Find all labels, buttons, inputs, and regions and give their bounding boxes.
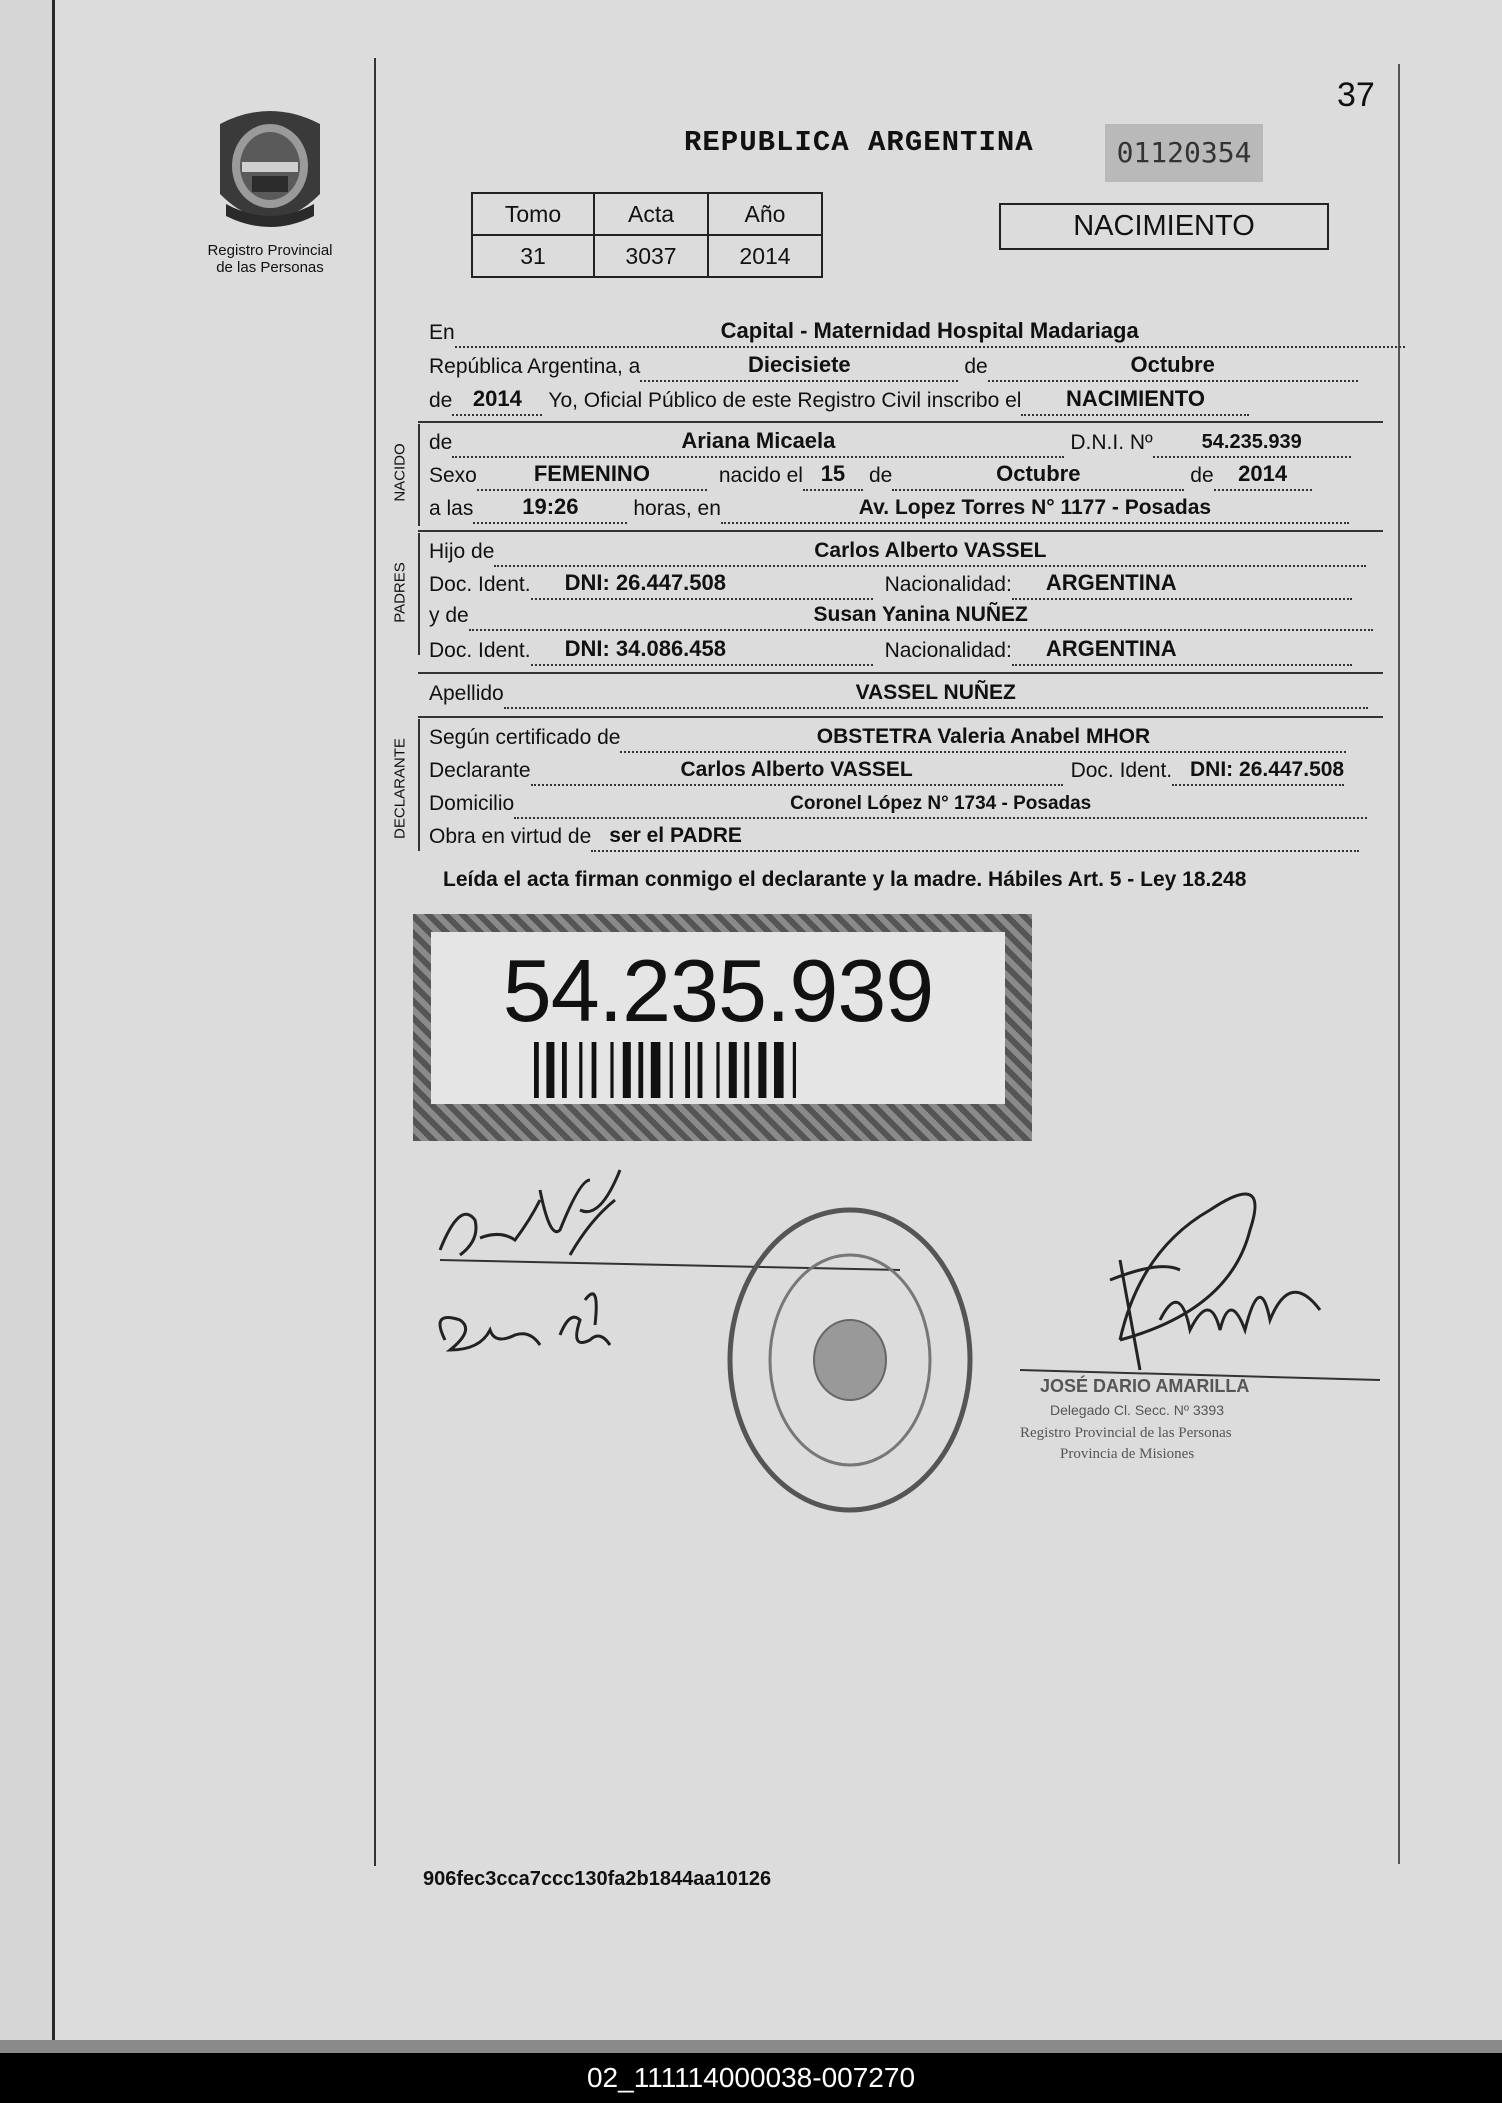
country-heading: REPUBLICA ARGENTINA xyxy=(684,126,1034,159)
capacity-value: ser el PADRE xyxy=(609,824,742,847)
tomo-header: Tomo xyxy=(472,193,594,235)
row-sexo: Sexo FEMENINO nacido el 15 de Octubre de 2014 xyxy=(429,461,1312,491)
tomo-acta-table xyxy=(471,192,823,278)
declarant-signature-icon xyxy=(440,1170,620,1255)
father-doc-value: DNI: 26.447.508 xyxy=(564,570,726,595)
dni-sticker-number: 54.235.939 xyxy=(502,941,934,1040)
closing-statement: Leída el acta firman conmigo el declarante y la madre. Hábiles Art. 5 - Ley 18.248 xyxy=(443,868,1247,891)
record-type-box: NACIMIENTO xyxy=(999,203,1329,250)
child-dni-value: 54.235.939 xyxy=(1201,431,1302,453)
birth-time-value: 19:26 xyxy=(522,494,579,519)
row-madre: y de Susan Yanina NUÑEZ xyxy=(429,601,1373,631)
section-label-padres: PADRES xyxy=(391,562,409,623)
birth-place-value: Av. Lopez Torres N° 1177 - Posadas xyxy=(858,496,1212,519)
certifier-value: OBSTETRA Valeria Anabel MHOR xyxy=(816,725,1151,748)
child-name-value: Ariana Micaela xyxy=(681,428,836,453)
row-obra: Obra en virtud de ser el PADRE xyxy=(429,822,1359,852)
row-padre-doc: Doc. Ident. DNI: 26.447.508 Nacionalidad: ARGENTINA xyxy=(429,570,1352,600)
anio-header: Año xyxy=(708,193,822,235)
declarant-name-value: Carlos Alberto VASSEL xyxy=(680,758,913,781)
margin-line-left xyxy=(374,58,376,1866)
birth-month-value: Octubre xyxy=(996,461,1081,486)
row-padre: Hijo de Carlos Alberto VASSEL xyxy=(429,537,1366,567)
father-nationality-value: ARGENTINA xyxy=(1045,570,1177,595)
day-value: Diecisiete xyxy=(747,352,851,377)
row-nombre: de Ariana Micaela D.N.I. Nº 54.235.939 xyxy=(429,428,1351,458)
signatures-area xyxy=(420,1160,1400,1520)
official-signature-icon xyxy=(1110,1194,1320,1370)
page-bottom-shadow xyxy=(0,2040,1502,2053)
birth-day-value: 15 xyxy=(820,461,846,486)
acta-header: Acta xyxy=(594,193,708,235)
row-madre-doc: Doc. Ident. DNI: 34.086.458 Nacionalidad: ARGENTINA xyxy=(429,636,1352,666)
tomo-value: 31 xyxy=(472,235,594,277)
anio-value: 2014 xyxy=(708,235,822,277)
mother-nationality-value: ARGENTINA xyxy=(1045,636,1177,661)
row-en: En Capital - Maternidad Hospital Madariaga xyxy=(429,318,1405,348)
official-name: JOSÉ DARIO AMARILLA xyxy=(1040,1376,1250,1396)
page-number: 37 xyxy=(1337,76,1375,114)
surname-value: VASSEL NUÑEZ xyxy=(855,681,1016,704)
mother-name-value: Susan Yanina NUÑEZ xyxy=(813,603,1028,626)
place-value: Capital - Maternidad Hospital Madariaga xyxy=(720,318,1139,343)
official-title: Delegado Cl. Secc. Nº 3393 xyxy=(1050,1402,1224,1418)
serial-number: 01120354 xyxy=(1105,124,1263,182)
section-label-declarante: DECLARANTE xyxy=(391,738,409,839)
year-value: 2014 xyxy=(472,386,522,411)
declarant-doc-value: DNI: 26.447.508 xyxy=(1190,758,1345,781)
sex-value: FEMENINO xyxy=(533,461,650,486)
mother-doc-value: DNI: 34.086.458 xyxy=(564,636,726,661)
acta-value: 3037 xyxy=(594,235,708,277)
file-id-footer: 02_111114000038-007270 xyxy=(0,2053,1502,2103)
birth-year-value: 2014 xyxy=(1238,461,1288,486)
row-apellido: Apellido VASSEL NUÑEZ xyxy=(429,679,1368,709)
section-label-nacido: NACIDO xyxy=(391,443,409,502)
month-value: Octubre xyxy=(1130,352,1215,377)
mother-signature-icon xyxy=(440,1294,610,1350)
inscription-value: NACIMIENTO xyxy=(1066,386,1205,411)
official-province: Provincia de Misiones xyxy=(1060,1446,1195,1462)
row-declarante: Declarante Carlos Alberto VASSEL Doc. Ident. DNI: 26.447.508 xyxy=(429,756,1344,786)
provincia-misiones-seal-icon xyxy=(212,104,328,234)
row-inscripcion: de 2014 Yo, Oficial Público de este Registro Civil inscribo el NACIMIENTO xyxy=(429,386,1249,416)
registry-stamp-icon xyxy=(730,1210,970,1510)
address-value: Coronel López N° 1734 - Posadas xyxy=(790,793,1092,814)
barcode-icon xyxy=(534,1042,908,1098)
row-certificado: Según certificado de OBSTETRA Valeria Anabel MHOR xyxy=(429,723,1346,753)
father-name-value: Carlos Alberto VASSEL xyxy=(814,539,1047,562)
dni-sticker xyxy=(413,914,1032,1141)
row-domicilio: Domicilio Coronel López N° 1734 - Posadas xyxy=(429,789,1367,819)
document-hash: 906fec3cca7ccc130fa2b1844aa10126 xyxy=(423,1868,772,1890)
page-edge-left xyxy=(0,0,55,2040)
row-hora: a las 19:26 horas, en Av. Lopez Torres N° 1177 - Posadas xyxy=(429,494,1349,524)
logo-caption: Registro Provincial de las Personas xyxy=(207,242,333,276)
row-fecha: República Argentina, a Diecisiete de Octubre xyxy=(429,352,1358,382)
official-registry: Registro Provincial de las Personas xyxy=(1020,1425,1232,1441)
